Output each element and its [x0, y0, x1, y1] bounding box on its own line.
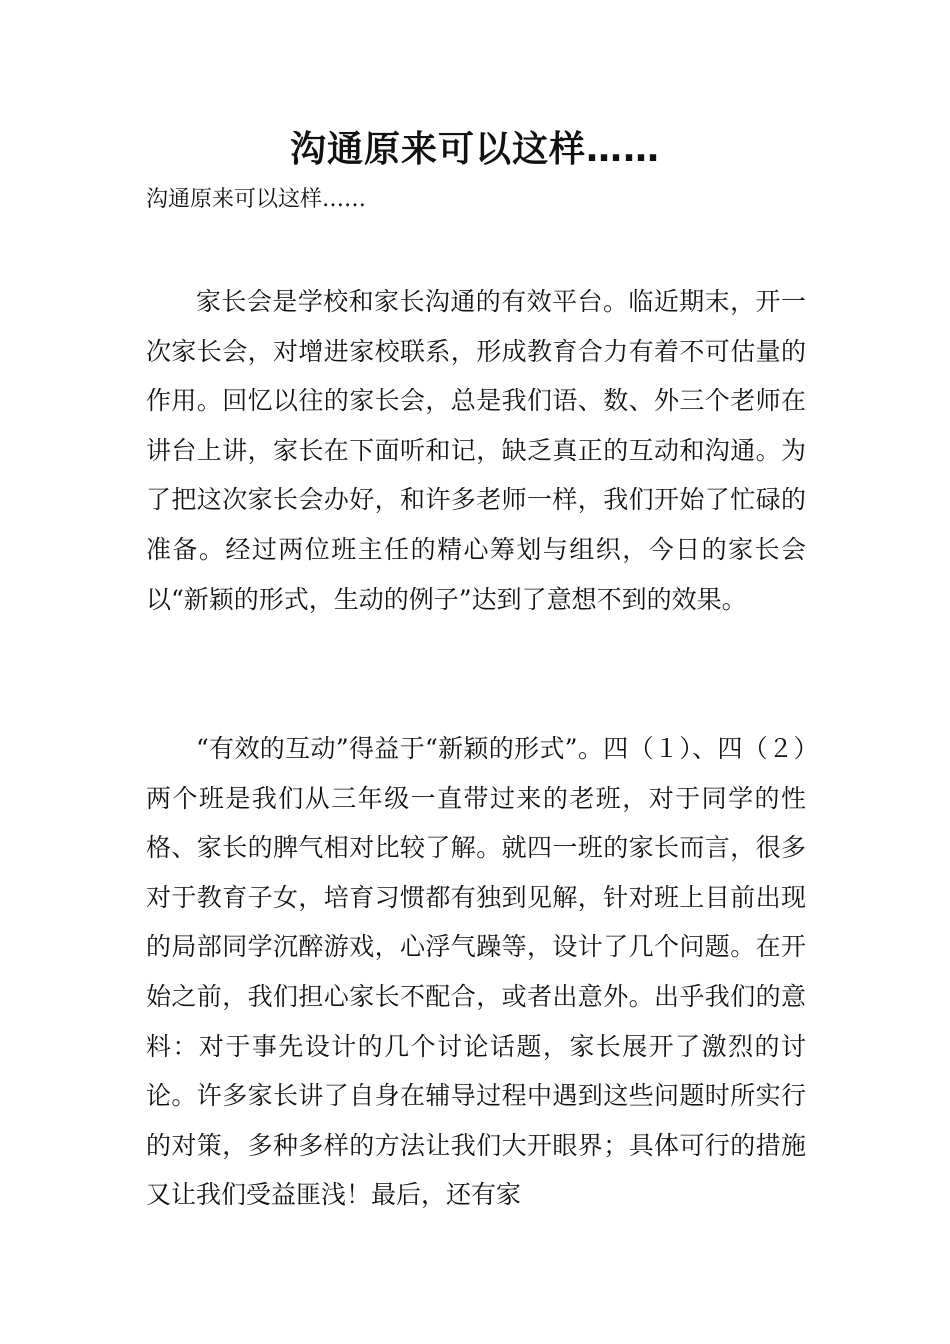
paragraph-interaction: “有效的互动”得益于“新颖的形式”。四（１）、四（２）两个班是我们从三年级一直带过来的老班，对于同学的性格、家长的脾气相对比较了解。就四一班的家长而言，很多对于教育子女，培育习惯都有独到见解，针对班上目前出现的局部同学沉醉游戏，心浮气躁等，设计了几个问题。在开始之前，我们担心家长不配合，或者出意外。出乎我们的意料：对于事先设计的几个讨论话题，家长展开了激烈的讨论。许多家长讲了自身在辅导过程中遇到这些问题时所实行的对策，多种多样的方法让我们大开眼界；具体可行的措施又让我们受益匪浅！最后，还有家 — [146, 734, 806, 1210]
document-subtitle: 沟通原来可以这样…… — [146, 187, 367, 212]
document-title: 沟通原来可以这样…… — [289, 129, 660, 170]
paragraph-intro: 家长会是学校和家长沟通的有效平台。临近期末，开一次家长会，对增进家校联系，形成教育合力有着不可估量的作用。回忆以往的家长会，总是我们语、数、外三个老师在讲台上讲，家长在下面听和记，缺乏真正的互动和沟通。为了把这次家长会办好，和许多老师一样，我们开始了忙碌的准备。经过两位班主任的精心筹划与组织，今日的家长会以“新颖的形式，生动的例子”达到了意想不到的效果。 — [146, 287, 806, 614]
